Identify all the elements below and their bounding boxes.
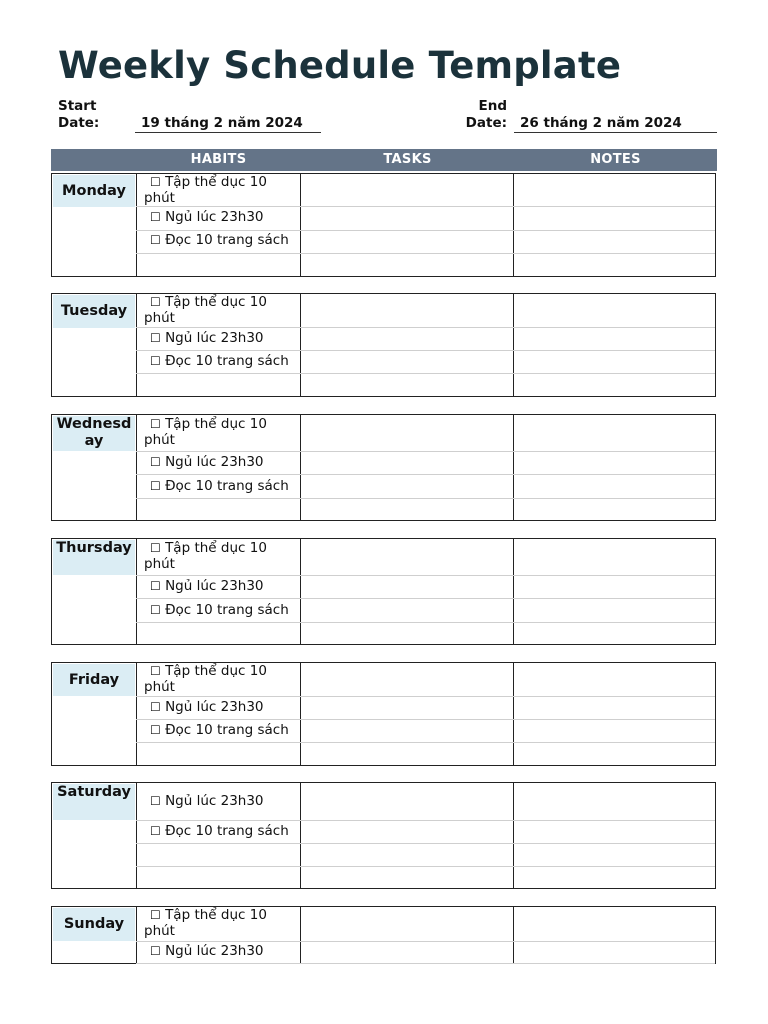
habit-text: Ngủ lúc 23h30: [165, 454, 264, 470]
habit-text: Đọc 10 trang sách: [165, 232, 289, 248]
checkbox-icon[interactable]: ☐: [150, 603, 161, 617]
start-date-label: [58, 98, 99, 132]
habit-text: Tập thể dục 10 phút: [144, 663, 267, 695]
checkbox-icon[interactable]: ☐: [150, 944, 161, 958]
habit-text: Tập thể dục 10 phút: [144, 416, 267, 448]
habit-item[interactable]: [144, 663, 302, 695]
end-label-line1: End: [478, 98, 507, 114]
page-title: Weekly Schedule Template: [58, 44, 622, 87]
habit-text: Ngủ lúc 23h30: [165, 209, 264, 225]
day-block-saturday: [51, 782, 716, 889]
habit-item[interactable]: [150, 699, 308, 715]
habits-column-header: HABITS: [190, 152, 247, 167]
checkbox-icon[interactable]: ☐: [150, 579, 161, 593]
end-date-field[interactable]: 26 tháng 2 năm 2024: [514, 115, 717, 133]
day-block-thursday: [51, 538, 716, 645]
habit-text: Tập thể dục 10 phút: [144, 540, 267, 572]
checkbox-icon[interactable]: ☐: [150, 541, 161, 555]
day-label-sunday: Sunday: [53, 908, 135, 941]
checkbox-icon[interactable]: ☐: [150, 455, 161, 469]
habit-item[interactable]: [144, 174, 302, 206]
habit-text: Đọc 10 trang sách: [165, 478, 289, 494]
habit-item[interactable]: [150, 454, 308, 470]
checkbox-icon[interactable]: ☐: [150, 700, 161, 714]
habit-text: Đọc 10 trang sách: [165, 353, 289, 369]
habit-text: Tập thể dục 10 phút: [144, 294, 267, 326]
start-label-line1: Start: [58, 98, 97, 114]
checkbox-icon[interactable]: ☐: [150, 175, 161, 189]
day-label-tuesday: Tuesday: [53, 295, 135, 328]
day-block-friday: [51, 662, 716, 766]
day-label-saturday: Saturday: [53, 784, 135, 820]
habit-text: Đọc 10 trang sách: [165, 722, 289, 738]
habit-item[interactable]: [150, 209, 308, 225]
habit-text: Đọc 10 trang sách: [165, 823, 289, 839]
day-block-sunday: [51, 906, 716, 964]
day-label-wednesday: Wednesday: [53, 416, 135, 451]
habit-text: Ngủ lúc 23h30: [165, 943, 264, 959]
day-label-thursday: Thursday: [53, 540, 135, 575]
checkbox-icon[interactable]: ☐: [150, 233, 161, 247]
checkbox-icon[interactable]: ☐: [150, 723, 161, 737]
checkbox-icon[interactable]: ☐: [150, 210, 161, 224]
habit-item[interactable]: [150, 793, 308, 809]
checkbox-icon[interactable]: ☐: [150, 354, 161, 368]
checkbox-icon[interactable]: ☐: [150, 295, 161, 309]
checkbox-icon[interactable]: ☐: [150, 331, 161, 345]
day-block-wednesday: [51, 414, 716, 521]
checkbox-icon[interactable]: ☐: [150, 908, 161, 922]
checkbox-icon[interactable]: ☐: [150, 479, 161, 493]
habit-item[interactable]: [144, 907, 302, 939]
checkbox-icon[interactable]: ☐: [150, 417, 161, 431]
start-date-field[interactable]: 19 tháng 2 năm 2024: [135, 115, 321, 133]
habit-item[interactable]: [150, 478, 308, 494]
tasks-column-header: TASKS: [383, 152, 432, 167]
checkbox-icon[interactable]: ☐: [150, 794, 161, 808]
habit-item[interactable]: [150, 602, 308, 618]
table-header: [51, 149, 717, 171]
habit-text: Tập thể dục 10 phút: [144, 907, 267, 939]
end-label-line2: Date:: [465, 115, 507, 131]
start-label-line2: Date:: [58, 115, 100, 131]
checkbox-icon[interactable]: ☐: [150, 664, 161, 678]
habit-item[interactable]: [150, 578, 308, 594]
day-label-monday: Monday: [53, 175, 135, 207]
habit-item[interactable]: [150, 353, 308, 369]
day-block-tuesday: [51, 293, 716, 397]
habit-item[interactable]: [144, 416, 302, 448]
end-date-label: [464, 98, 507, 132]
habit-text: Ngủ lúc 23h30: [165, 578, 264, 594]
habit-item[interactable]: [150, 722, 308, 738]
habit-item[interactable]: [150, 943, 308, 959]
checkbox-icon[interactable]: ☐: [150, 824, 161, 838]
habit-text: Ngủ lúc 23h30: [165, 699, 264, 715]
day-block-monday: [51, 173, 716, 277]
habit-text: Đọc 10 trang sách: [165, 602, 289, 618]
habit-item[interactable]: [150, 823, 308, 839]
habit-text: Ngủ lúc 23h30: [165, 793, 264, 809]
habit-item[interactable]: [144, 294, 302, 326]
habit-text: Ngủ lúc 23h30: [165, 330, 264, 346]
habit-item[interactable]: [150, 330, 308, 346]
habit-text: Tập thể dục 10 phút: [144, 174, 267, 206]
habit-item[interactable]: [150, 232, 308, 248]
notes-column-header: NOTES: [590, 152, 641, 167]
habit-item[interactable]: [144, 540, 302, 572]
day-label-friday: Friday: [53, 664, 135, 696]
